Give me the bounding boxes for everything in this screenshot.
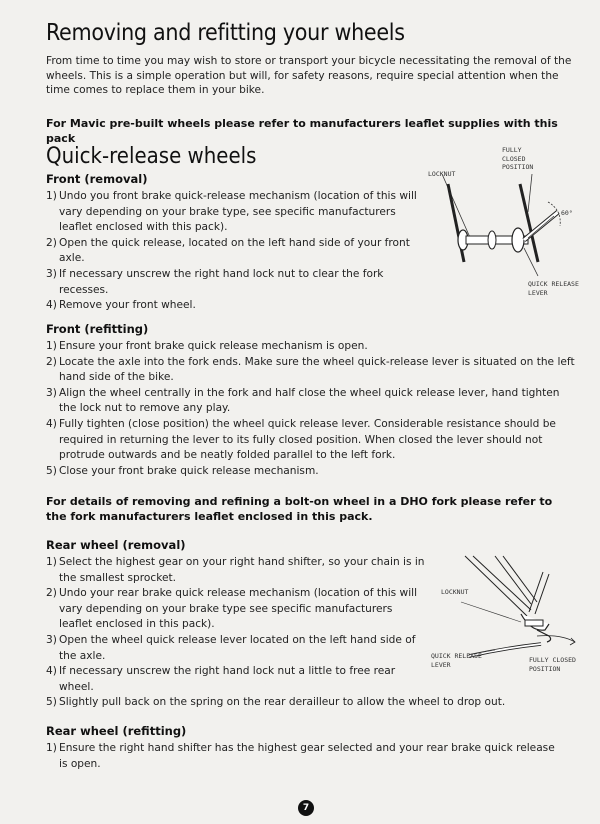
list-item: 3) Align the wheel centrally in the fork and half close the wheel quick release lever, hand tighten the lock nut to remove any play. bbox=[46, 386, 560, 415]
list-item: 1) Ensure the right hand shifter has the highest gear selected and your rear brake quick release is open. bbox=[46, 742, 555, 770]
angle-label: 60° bbox=[561, 209, 573, 217]
list-item: 2) Undo your rear brake quick release mechanism (location of this will vary depending on your brake type see specific manufacturers leaflet enclosed in this pack). bbox=[46, 587, 418, 631]
locknut-label: LOCKNUT bbox=[428, 170, 456, 178]
front-refitting-steps bbox=[46, 339, 576, 479]
front-hub-figure bbox=[420, 144, 580, 309]
list-item: 1) Undo you front brake quick-release mechanism (location of this will vary depending on your brake type, see specific manufacturers leaflet enclosed with this pack). bbox=[46, 190, 417, 234]
list-item: 1) Ensure your front brake quick release mechanism is open. bbox=[46, 340, 368, 352]
rear-removal-heading: Rear wheel (removal) bbox=[46, 538, 186, 552]
list-item: 5) Slightly pull back on the spring on the rear derailleur to allow the wheel to drop out. bbox=[46, 696, 506, 709]
front-removal-steps bbox=[46, 189, 426, 314]
list-item: 4) If necessary unscrew the right hand lock nut a little to free rear wheel. bbox=[46, 665, 396, 693]
locknut-label: LOCKNUT bbox=[441, 588, 469, 596]
list-item: 5) Close your front brake quick release mechanism. bbox=[46, 464, 319, 477]
fully-closed-label: FULLY CLOSED POSITION bbox=[529, 656, 576, 673]
intro-paragraph: From time to time you may wish to store or transport your bicycle necessitating the removal of the wheels. This is a simple operation but will, for safety reasons, require special attention when the time comes to replace them in your bike. bbox=[46, 55, 572, 96]
front-refitting-heading: Front (refitting) bbox=[46, 322, 149, 336]
page-number: 7 bbox=[298, 800, 314, 816]
page-title: Removing and refitting your wheels bbox=[46, 20, 405, 46]
quick-release-label: QUICK RELEASE LEVER bbox=[528, 280, 579, 297]
list-item: 4) Fully tighten (close position) the wheel quick release lever. Considerable resistance should be required in returning the lever to its fully closed position. When closed the lever should not protrude outwards and be neatly folded parallel to the left fork. bbox=[46, 417, 556, 462]
dho-note: For details of removing and refining a bolt-on wheel in a DHO fork please refer to the fork manufacturers leaflet enclosed in this pack. bbox=[46, 495, 553, 523]
quick-release-label: QUICK RELEASE LEVER bbox=[431, 652, 482, 669]
mavic-note: For Mavic pre-built wheels please refer to manufacturers leaflet supplies with this pack bbox=[46, 117, 558, 145]
list-item: 2) Locate the axle into the fork ends. Make sure the wheel quick-release lever is situated on the left hand side of the bike. bbox=[46, 355, 575, 384]
rear-refitting-steps bbox=[46, 741, 566, 772]
list-item: 1) Select the highest gear on your right hand shifter, so your chain is in the smallest sprocket. bbox=[46, 556, 425, 584]
rear-removal-steps bbox=[46, 555, 506, 711]
front-removal-heading: Front (removal) bbox=[46, 172, 148, 186]
list-item: 2) Open the quick release, located on the left hand side of your front axle. bbox=[46, 236, 410, 265]
fully-closed-label: FULLY CLOSED POSITION bbox=[502, 146, 534, 171]
list-item: 3) Open the wheel quick release lever located on the left hand side of the axle. bbox=[46, 633, 416, 662]
list-item: 4) Remove your front wheel. bbox=[46, 299, 196, 312]
quick-release-heading: Quick-release wheels bbox=[46, 144, 257, 169]
rear-dropout-figure bbox=[425, 552, 585, 682]
rear-refitting-heading: Rear wheel (refitting) bbox=[46, 724, 187, 738]
list-item: 3) If necessary unscrew the right hand lock nut to clear the fork recesses. bbox=[46, 267, 384, 296]
